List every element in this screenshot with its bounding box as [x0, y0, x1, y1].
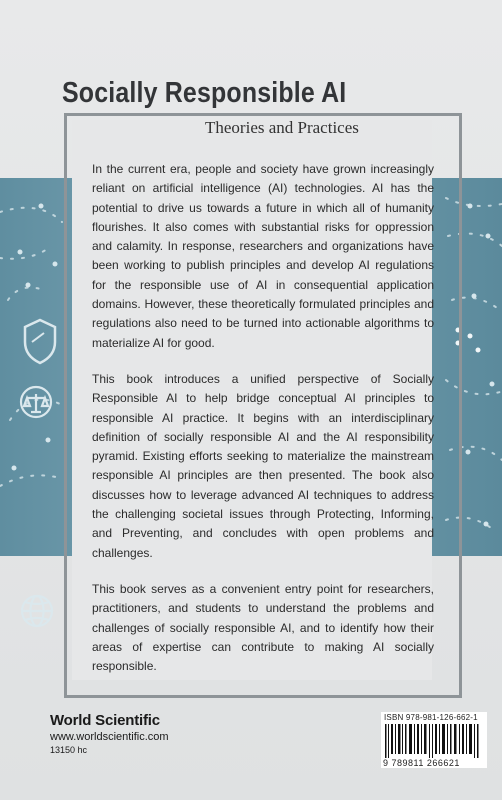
isbn-label: ISBN 978-981-126-662-1 — [384, 713, 478, 722]
book-title: Socially Responsible AI — [62, 77, 347, 109]
blurb-text — [92, 160, 434, 693]
barcode-number: 9 789811 266621 — [383, 758, 460, 768]
barcode-icon — [385, 724, 483, 758]
globe-icon — [22, 596, 52, 626]
scales-icon — [21, 387, 51, 417]
publisher-name: World Scientific — [50, 712, 160, 729]
shield-icon — [25, 320, 55, 363]
blurb-paragraph-1: In the current era, people and society have grown increasingly reliant on artificial intelligence (AI) technologies. AI has the potential to drive us towards a future in which all of humanity flourishes. It also comes with substantial risks for oppression and calamity. In response, researchers and organizations have been working to publish principles and develop AI regulations for the responsible use of AI in consequential application domains. However, these theoretically formulated principles and regulations also need to be turned into actionable algorithms to materialize AI for good. — [92, 162, 434, 350]
blurb-paragraph-2: This book introduces a unified perspective of Socially Responsible AI to help bridge conceptual AI principles to responsible AI practice. It begins with an interdisciplinary definition of socially responsible AI and the AI responsibility pyramid. Existing efforts seeking to materialize the mainstream responsible AI principles are then presented. The book also discusses how to leverage advanced AI techniques to address the challenging societal issues through Protecting, Informing, and Preventing, and concludes with open problems and challenges. — [92, 371, 434, 560]
publisher-url: www.worldscientific.com — [50, 731, 169, 743]
book-subtitle: Theories and Practices — [205, 118, 359, 137]
blurb-paragraph-3: This book serves as a convenient entry point for researchers, practitioners, and students to understand the problems and challenges of socially responsible AI, and to identify how their areas of expertise can contribute to making AI socially responsible. — [92, 581, 434, 674]
publisher-info — [50, 712, 169, 755]
isbn-barcode-box — [381, 712, 487, 768]
publisher-code: 13150 hc — [50, 745, 88, 755]
